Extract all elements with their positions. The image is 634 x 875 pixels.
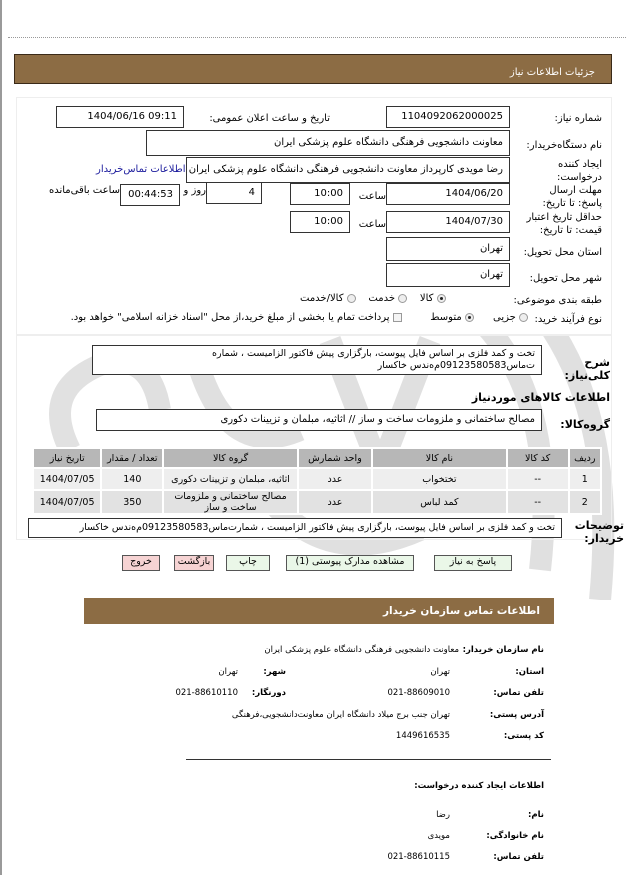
delivery-province-field[interactable]: تهران [386,237,510,261]
phone-value: 021-88609010 [387,688,450,698]
creator-phone-label: تلفن تماس: [493,852,544,862]
treasury-payment-checkbox[interactable]: پرداخت تمام یا بخشی از مبلغ خرید،از محل "اسناد خزانه اسلامی" خواهد بود. [71,312,402,323]
description-line-1: تخت و کمد فلزی بر اساس فایل پیوست، بارگزاری پیش فاکتور الزامیست ، شماره [212,348,535,359]
org-label: نام سازمان خریدار: [462,645,544,655]
window-left-edge [0,0,2,875]
phone-label: تلفن تماس: [493,688,544,698]
description-label: شرح کلی‌نیاز: [564,356,610,382]
buyer-contact-header [84,598,554,624]
col-row-number: ردیف [569,448,601,468]
postal-code-value: 1449616535 [395,731,450,741]
radio-selected-icon[interactable] [465,313,474,322]
contact-divider [186,759,551,760]
fax-label: دورنگار: [251,688,286,698]
col-quantity: تعداد / مقدار [101,448,163,468]
category-option-goods-service[interactable]: کالا/خدمت [300,293,356,304]
buyer-notes-label: توضیحات خریدار: [574,519,624,545]
time-remaining-label: ساعت باقی‌مانده [48,185,120,196]
buyer-contact-link[interactable]: اطلاعات تماس‌خریدار [96,164,186,175]
purchase-option-minor[interactable]: جزیی [493,312,528,323]
buyer-notes-field[interactable]: تخت و کمد فلزی بر اساس فایل پیوست، بارگزاری پیش فاکتور الزامیست ، شمارت‌ماس09123580583م‌ه‌ندس خاکسار [28,518,562,538]
description-field[interactable] [92,345,542,375]
last-name-label: نام خانوادگی: [486,831,544,841]
category-label: طبقه بندی موضوعی: [513,295,602,306]
province-value: تهران [430,667,450,677]
announce-datetime-label: تاریخ و ساعت اعلان عمومی: [209,113,330,124]
response-deadline-time[interactable]: 10:00 [290,183,350,205]
announce-datetime-field[interactable]: 1404/06/16 09:11 [56,106,184,128]
description-line-2: ت‌ماس09123580583م‌ه‌ندس خاکسار [377,360,535,371]
goods-section-title: اطلاعات کالاهای موردنیاز [471,391,610,404]
days-label: روز و [183,185,206,196]
price-validity-time[interactable]: 10:00 [290,211,350,233]
col-unit: واحد شمارش [298,448,372,468]
address-label: آدرس پستی: [489,710,544,720]
time-remaining-field[interactable]: 00:44:53 [120,184,180,206]
address-value: تهران جنب برج میلاد دانشگاه ایران معاونت‌دانشجویی،فرهنگی [231,710,450,720]
radio-selected-icon[interactable] [437,294,446,303]
top-divider [8,37,626,38]
table-row[interactable]: 2 -- کمد لباس عدد مصالح ساختمانی و ملزومات ساخت و ساز 350 1404/07/05 [33,490,601,514]
fax-value: 021-88610110 [175,688,238,698]
delivery-city-field[interactable]: تهران [386,263,510,287]
postal-code-label: کد پستی: [503,731,544,741]
first-name-value: رضا [436,810,450,820]
radio-unselected-icon[interactable] [398,294,407,303]
days-remaining-field[interactable]: 4 [206,182,262,204]
org-value: معاونت دانشجویی فرهنگی دانشگاه علوم پزشکی ایران [264,645,459,655]
response-time-label: ساعت [358,191,386,202]
buyer-contact-title: اطلاعات تماس سازمان خریدار [383,605,540,617]
requester-field[interactable]: رضا مویدی کارپرداز معاونت دانشجویی فرهنگی دانشگاه علوم پزشکی ایران [186,157,510,183]
category-radio-group [300,293,446,304]
view-attachments-button[interactable]: مشاهده مدارک پیوستی (1) [286,555,414,571]
creator-section-title: اطلاعات ایجاد کننده درخواست: [414,781,544,791]
print-button[interactable]: چاپ [226,555,270,571]
col-item-code: کد کالا [507,448,569,468]
respond-button[interactable]: پاسخ به نیاز [434,555,512,571]
category-option-goods[interactable]: کالا [420,293,446,304]
price-validity-time-label: ساعت [358,219,386,230]
table-row[interactable]: 1 -- تختخواب عدد اثاثیه، مبلمان و تزیینات دکوری 140 1404/07/05 [33,468,601,490]
radio-unselected-icon[interactable] [519,313,528,322]
checkbox-icon[interactable] [393,313,402,322]
goods-group-label: گروه‌کالا: [560,418,610,431]
response-deadline-label: مهلت ارسال پاسخ: تا تاریخ: [542,185,602,209]
category-option-service[interactable]: خدمت [368,293,407,304]
goods-group-field[interactable]: مصالح ساختمانی و ملزومات ساخت و ساز // اثاثیه، مبلمان و تزیینات دکوری [96,409,542,431]
buyer-org-field[interactable]: معاونت دانشجویی فرهنگی دانشگاه علوم پزشکی ایران [146,130,510,156]
response-deadline-date[interactable]: 1404/06/20 [386,183,510,205]
city-value: تهران [218,667,238,677]
col-item-group: گروه کالا [163,448,297,468]
purchase-option-medium[interactable]: متوسط [430,312,474,323]
header-title: جزئیات اطلاعات نیاز [509,67,595,78]
col-need-date: تاریخ نیاز [33,448,101,468]
purchase-type-group [52,312,528,323]
col-item-name: نام کالا [372,448,506,468]
need-details-header [14,54,612,84]
delivery-city-label: شهر محل تحویل: [529,273,602,284]
exit-button[interactable]: خروج [122,555,160,571]
need-number-label: شماره نیاز: [554,113,602,124]
radio-unselected-icon[interactable] [347,294,356,303]
purchase-type-label: نوع فرآیند خرید: [534,314,602,325]
province-label: استان: [515,667,544,677]
creator-phone-value: 021-88610115 [387,852,450,862]
price-validity-date[interactable]: 1404/07/30 [386,211,510,233]
price-validity-label: حداقل تاریخ اعتبار قیمت: تا تاریخ: [526,212,602,236]
first-name-label: نام: [527,810,544,820]
table-header-row [33,448,601,468]
city-label: شهر: [263,667,286,677]
goods-table [32,447,602,515]
requester-label: ایجاد کننده درخواست: [557,159,602,183]
last-name-value: مویدی [427,831,450,841]
need-number-field[interactable]: 1104092062000025 [386,106,510,128]
buyer-org-label: نام دستگاه‌خریدار: [526,140,602,151]
delivery-province-label: استان محل تحویل: [523,247,602,258]
back-button[interactable]: بازگشت [174,555,214,571]
